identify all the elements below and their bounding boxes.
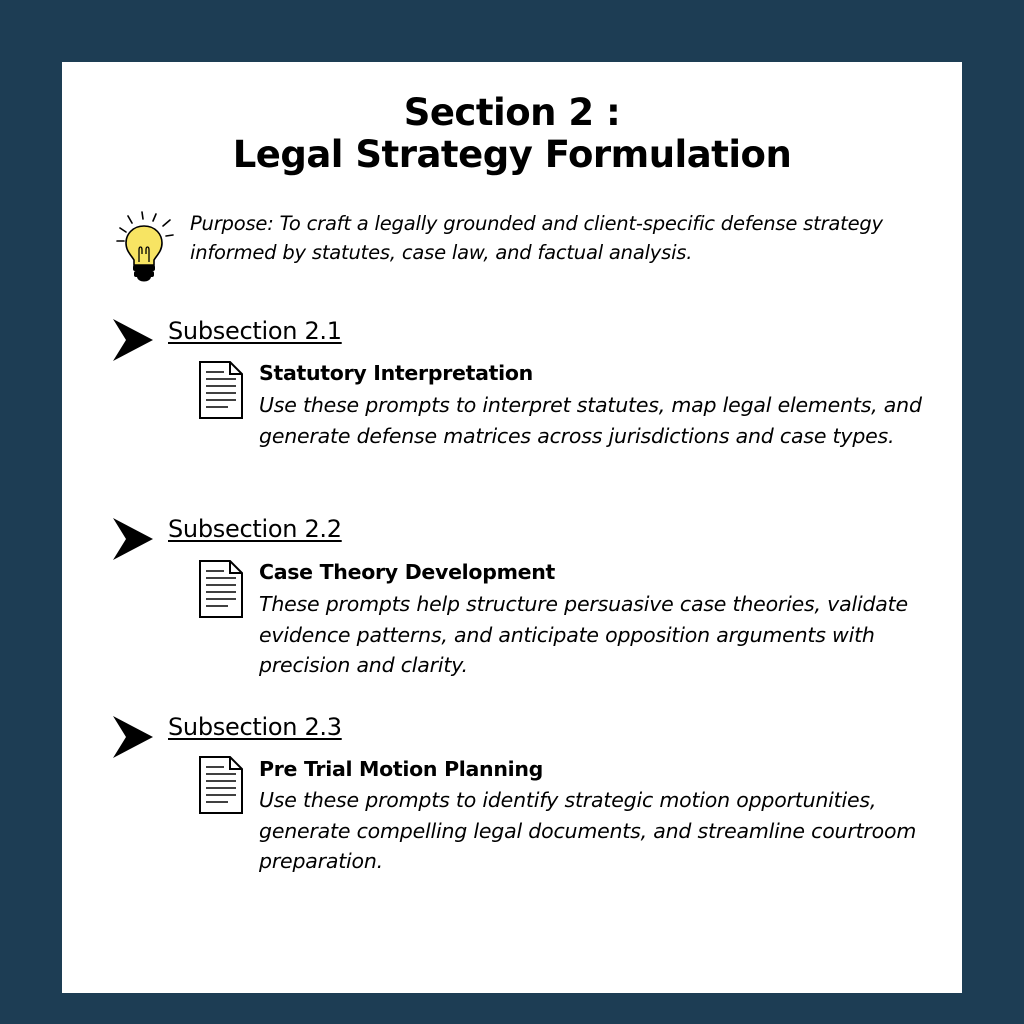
subsection-description: These prompts help structure persuasive case theories, validate evidence patterns, and anticipate opposition arguments with precision and clarity. <box>259 592 908 677</box>
arrow-right-icon <box>112 715 154 759</box>
document-icon <box>198 559 244 619</box>
subsection-heading[interactable]: Subsection 2.3 <box>168 713 342 741</box>
subsection-title: Pre Trial Motion Planning <box>259 757 544 781</box>
page-title <box>62 92 962 176</box>
document-icon <box>198 360 244 420</box>
subsection-title: Statutory Interpretation <box>259 361 533 385</box>
subsection-heading[interactable]: Subsection 2.1 <box>168 317 342 345</box>
lightbulb-icon <box>112 208 182 286</box>
purpose-text: Purpose: To craft a legally grounded and client-specific defense strategy informed by statutes, case law, and factual analysis. <box>190 212 883 264</box>
document-icon <box>198 755 244 815</box>
title-line-1: Section 2 : <box>403 91 621 134</box>
arrow-right-icon <box>112 318 154 362</box>
subsection-description: Use these prompts to identify strategic motion opportunities, generate compelling legal documents, and streamline courtroom preparation. <box>259 788 917 873</box>
title-line-2: Legal Strategy Formulation <box>232 133 792 176</box>
content-card <box>62 62 962 993</box>
subsection-heading[interactable]: Subsection 2.2 <box>168 515 342 543</box>
subsection-title: Case Theory Development <box>259 560 556 584</box>
arrow-right-icon <box>112 517 154 561</box>
subsection-description: Use these prompts to interpret statutes, map legal elements, and generate defense matrices across jurisdictions and case types. <box>259 393 922 448</box>
